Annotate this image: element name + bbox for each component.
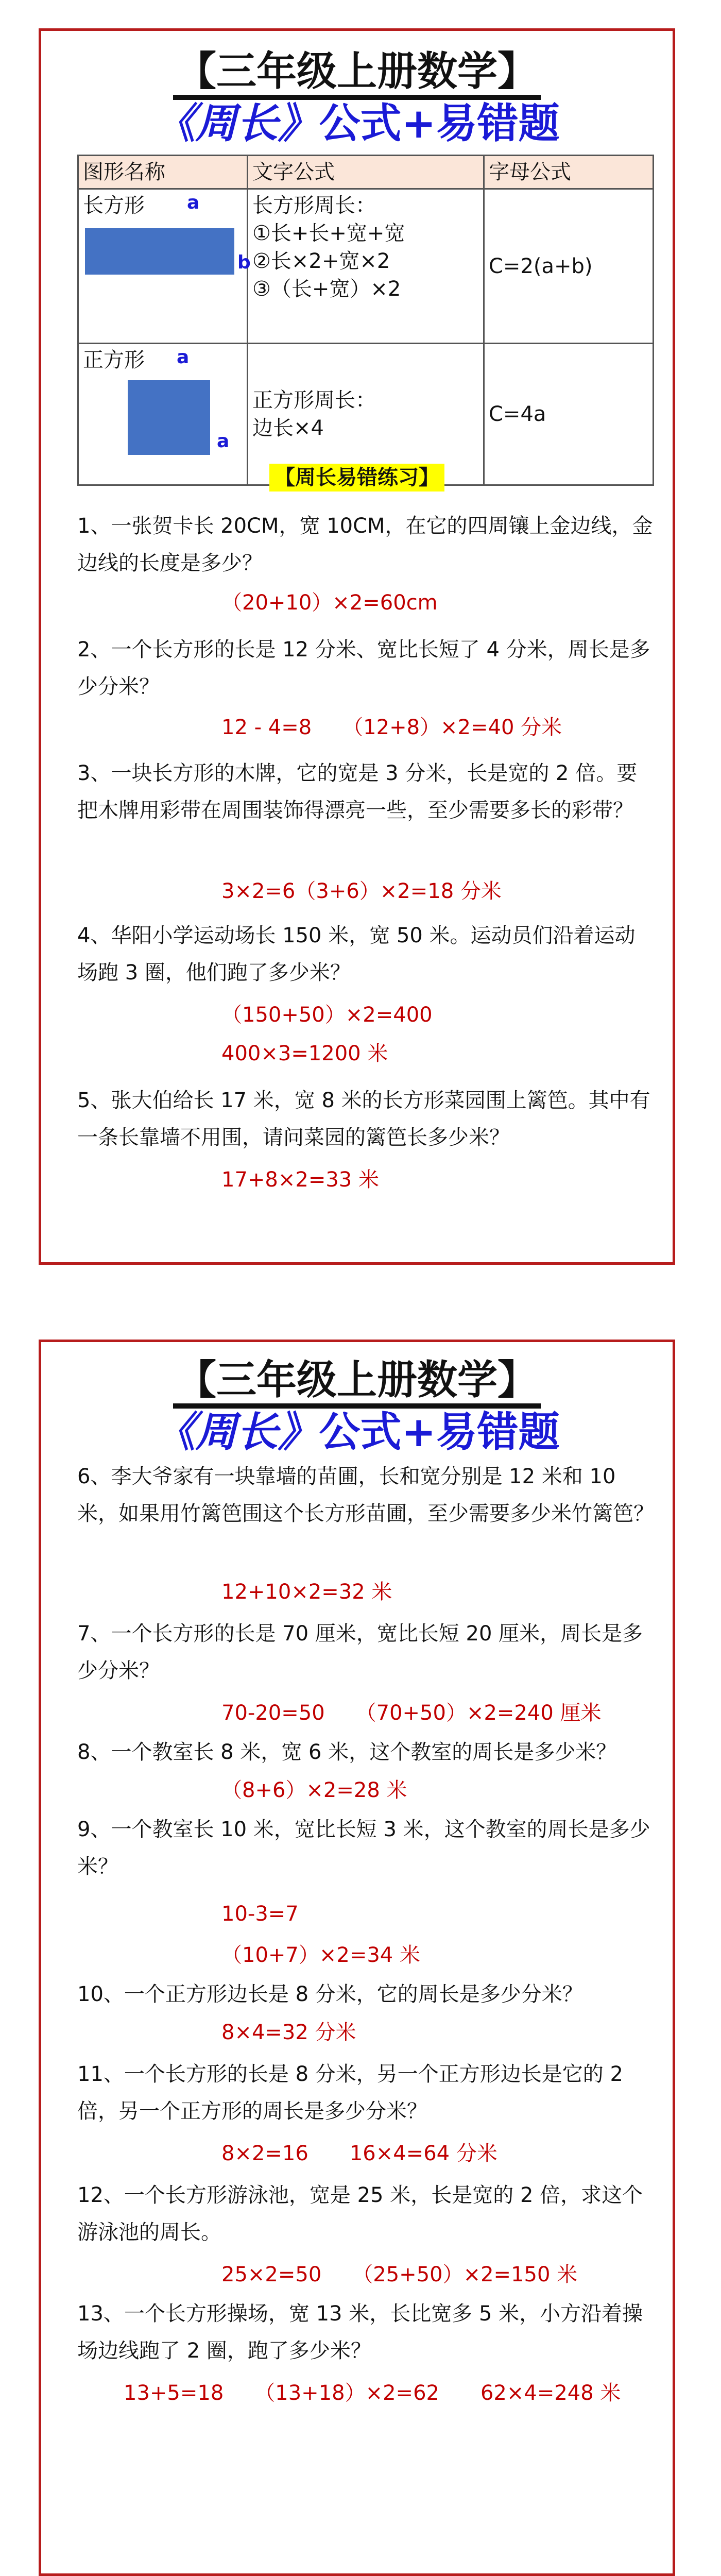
- question-12: 12、一个长方形游泳池，宽是 25 米，长是宽的 2 倍，求这个游泳池的周长。: [77, 2183, 643, 2244]
- square-label-a-top: a: [177, 347, 190, 368]
- question-6: 6、李大爷家有一块靠墙的苗圃，长和宽分别是 12 米和 10 米，如果用竹篱笆围这个长方形苗圃，至少需要多少米竹篱笆？: [77, 1465, 654, 1526]
- topic-title: [41, 99, 673, 147]
- formula-table-header: [78, 156, 654, 189]
- answer-4-line1: （150+50）×2=400: [221, 1003, 433, 1027]
- answer-9-line2: （10+7）×2=34 米: [221, 1943, 420, 1967]
- question-10: 10、一个正方形边长是 8 分米，它的周长是多少分米？: [77, 1982, 583, 2006]
- rectangle-label-a: a: [187, 192, 200, 213]
- topic-title: [41, 1408, 673, 1456]
- answer-6: 12+10×2=32 米: [221, 1580, 392, 1604]
- rect-formula-line: 长方形周长：: [252, 194, 376, 217]
- answer-7: 70-20=50 （70+50）×2=240 厘米: [221, 1701, 602, 1725]
- square-formula-line: 正方形周长：: [252, 388, 376, 412]
- square-diagram: [128, 380, 210, 455]
- topic-title-part2: 公式+易错题: [319, 99, 560, 147]
- square-name: 正方形: [83, 348, 145, 372]
- header-shape-name: 图形名称: [78, 156, 248, 189]
- rectangle-diagram: [85, 228, 234, 275]
- question-1: 1、一张贺卡长 20CM，宽 10CM，在它的四周镶上金边线，金边线的长度是多少？: [77, 514, 653, 575]
- rect-formula-line: ③（长+宽）×2: [252, 277, 401, 301]
- rect-formula-line: ①长+长+宽+宽: [252, 222, 405, 245]
- rect-formula-line: ②长×2+宽×2: [252, 249, 390, 273]
- question-9: 9、一个教室长 10 米，宽比长短 3 米，这个教室的周长是多少米？: [77, 1818, 650, 1878]
- answer-3: 3×2=6（3+6）×2=18 分米: [221, 879, 502, 903]
- grade-title: 【三年级上册数学】: [41, 1360, 673, 1409]
- answer-12: 25×2=50 （25+50）×2=150 米: [221, 2263, 578, 2286]
- rectangle-text-formula: [248, 189, 484, 344]
- grade-title: 【三年级上册数学】: [41, 52, 673, 100]
- practice-label: 【周长易错练习】: [41, 461, 673, 490]
- topic-title-part2: 公式+易错题: [319, 1408, 560, 1456]
- answer-1: （20+10）×2=60cm: [221, 591, 438, 615]
- topic-title-part1: 《周长》: [154, 1408, 319, 1456]
- answer-8: （8+6）×2=28 米: [221, 1778, 407, 1802]
- question-13: 13、一个长方形操场，宽 13 米，长比宽多 5 米，小方沿着操场边线跑了 2 圈，跑了多少米？: [77, 2302, 643, 2363]
- question-11: 11、一个长方形的长是 8 分米，另一个正方形边长是它的 2 倍，另一个正方形的周长是多少分米？: [77, 2062, 623, 2123]
- header-letter-formula: 字母公式: [484, 156, 654, 189]
- rectangle-letter-formula: C=2(a+b): [484, 189, 654, 344]
- worksheet-page-2: [39, 1340, 675, 2576]
- rectangle-label-b: b: [237, 252, 251, 273]
- answer-4-line2: 400×3=1200 米: [221, 1042, 388, 1065]
- header-text-formula: 文字公式: [248, 156, 484, 189]
- topic-title-part1: 《周长》: [154, 99, 319, 147]
- answer-10: 8×4=32 分米: [221, 2021, 356, 2044]
- answer-9-line1: 10-3=7: [221, 1902, 299, 1926]
- formula-row-rectangle: [78, 189, 654, 344]
- answer-13: 13+5=18 （13+18）×2=62 62×4=248 米: [124, 2381, 621, 2405]
- rectangle-name: 长方形: [83, 194, 145, 217]
- square-formula-line: 边长×4: [252, 416, 324, 440]
- square-letter-formula: C=4a: [484, 344, 654, 485]
- question-2: 2、一个长方形的长是 12 分米、宽比长短了 4 分米，周长是多少分米？: [77, 638, 650, 699]
- question-3: 3、一块长方形的木牌，它的宽是 3 分米，长是宽的 2 倍。要把木牌用彩带在周围装饰得漂亮一些，至少需要多长的彩带？: [77, 761, 638, 822]
- question-4: 4、华阳小学运动场长 150 米，宽 50 米。运动员们沿着运动场跑 3 圈，他们跑了多少米？: [77, 924, 636, 985]
- rectangle-shape-cell: [78, 189, 251, 344]
- answer-2: 12 - 4=8 （12+8）×2=40 分米: [221, 716, 562, 739]
- square-label-a-side: a: [217, 431, 230, 452]
- answer-11: 8×2=16 16×4=64 分米: [221, 2142, 497, 2165]
- formula-table: [77, 155, 654, 486]
- question-7: 7、一个长方形的长是 70 厘米，宽比长短 20 厘米，周长是多少分米？: [77, 1622, 643, 1683]
- question-8: 8、一个教室长 8 米，宽 6 米，这个教室的周长是多少米？: [77, 1740, 617, 1764]
- worksheet-page-1: [39, 28, 675, 1265]
- question-5: 5、张大伯给长 17 米，宽 8 米的长方形菜园围上篱笆。其中有一条长靠墙不用围，请问菜园的篱笆长多少米？: [77, 1089, 650, 1149]
- answer-5: 17+8×2=33 米: [221, 1168, 379, 1192]
